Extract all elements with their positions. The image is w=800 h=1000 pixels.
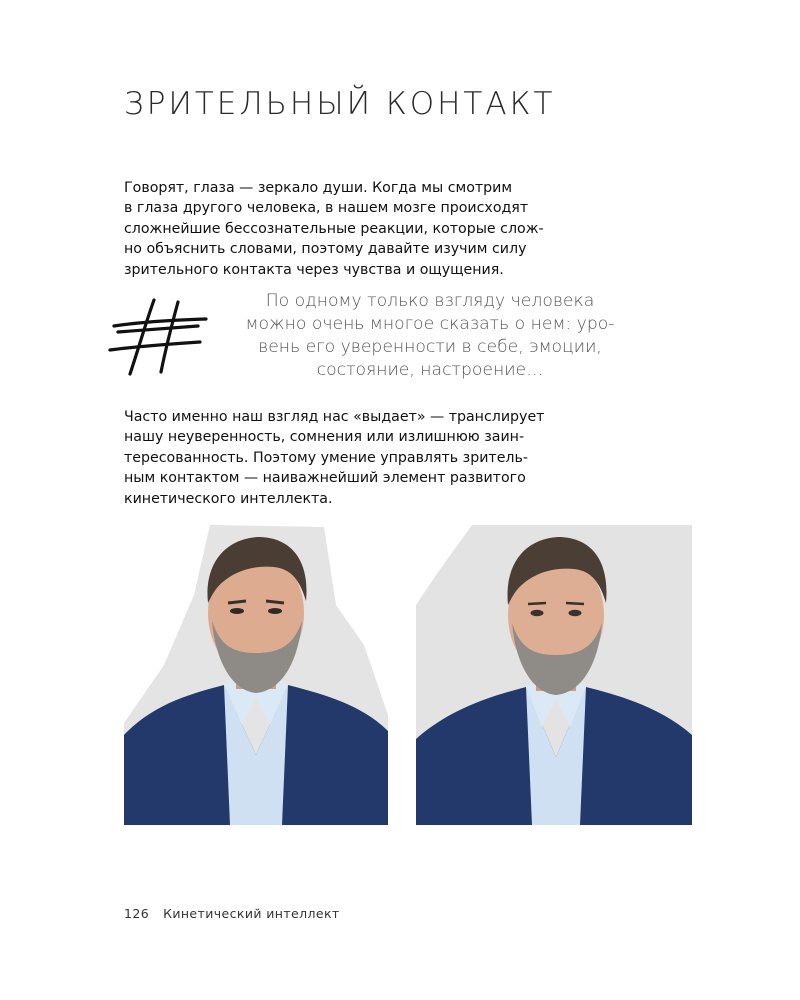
quote-line: вень его уверенности в себе, эмоции, [258,337,602,357]
page-footer [124,906,340,921]
pull-quote [213,290,647,382]
quote-line: По одному только взгляду человека [265,291,595,311]
body-line: ным контактом — наиважнейший элемент развитого [124,470,526,487]
running-title: Кинетический интеллект [163,906,340,921]
quote-line: состояние, настроение… [316,360,544,380]
body-line: Часто именно наш взгляд нас «выдает» — транслирует [124,409,545,425]
hashtag-icon [106,292,210,378]
body-line: нашу неуверенность, сомнения или излишнюю заин- [124,429,525,446]
intro-line: Говорят, глаза — зеркало души. Когда мы смотрим [124,180,513,196]
body-paragraph [124,407,624,509]
intro-line: зрительного контакта через чувства и ощущения. [124,261,504,278]
page-number: 126 [124,906,150,921]
intro-line: но объяснить словами, поэтому давайте изучим силу [124,241,527,258]
intro-line: в глаза другого человека, в нашем мозге происходят [124,200,529,217]
intro-paragraph [124,178,624,280]
body-line: кинетического интеллекта. [124,490,333,507]
page-title: ЗРИТЕЛЬНЫЙ КОНТАКТ [124,86,556,122]
intro-line: сложнейшие бессознательные реакции, которые слож- [124,220,544,237]
photo-man-direct-gaze [124,525,388,825]
photo-man-soft-gaze [416,525,692,825]
quote-line: можно очень многое сказать о нем: уро- [245,314,615,334]
body-line: тересованность. Поэтому умение управлять зритель- [124,449,528,466]
